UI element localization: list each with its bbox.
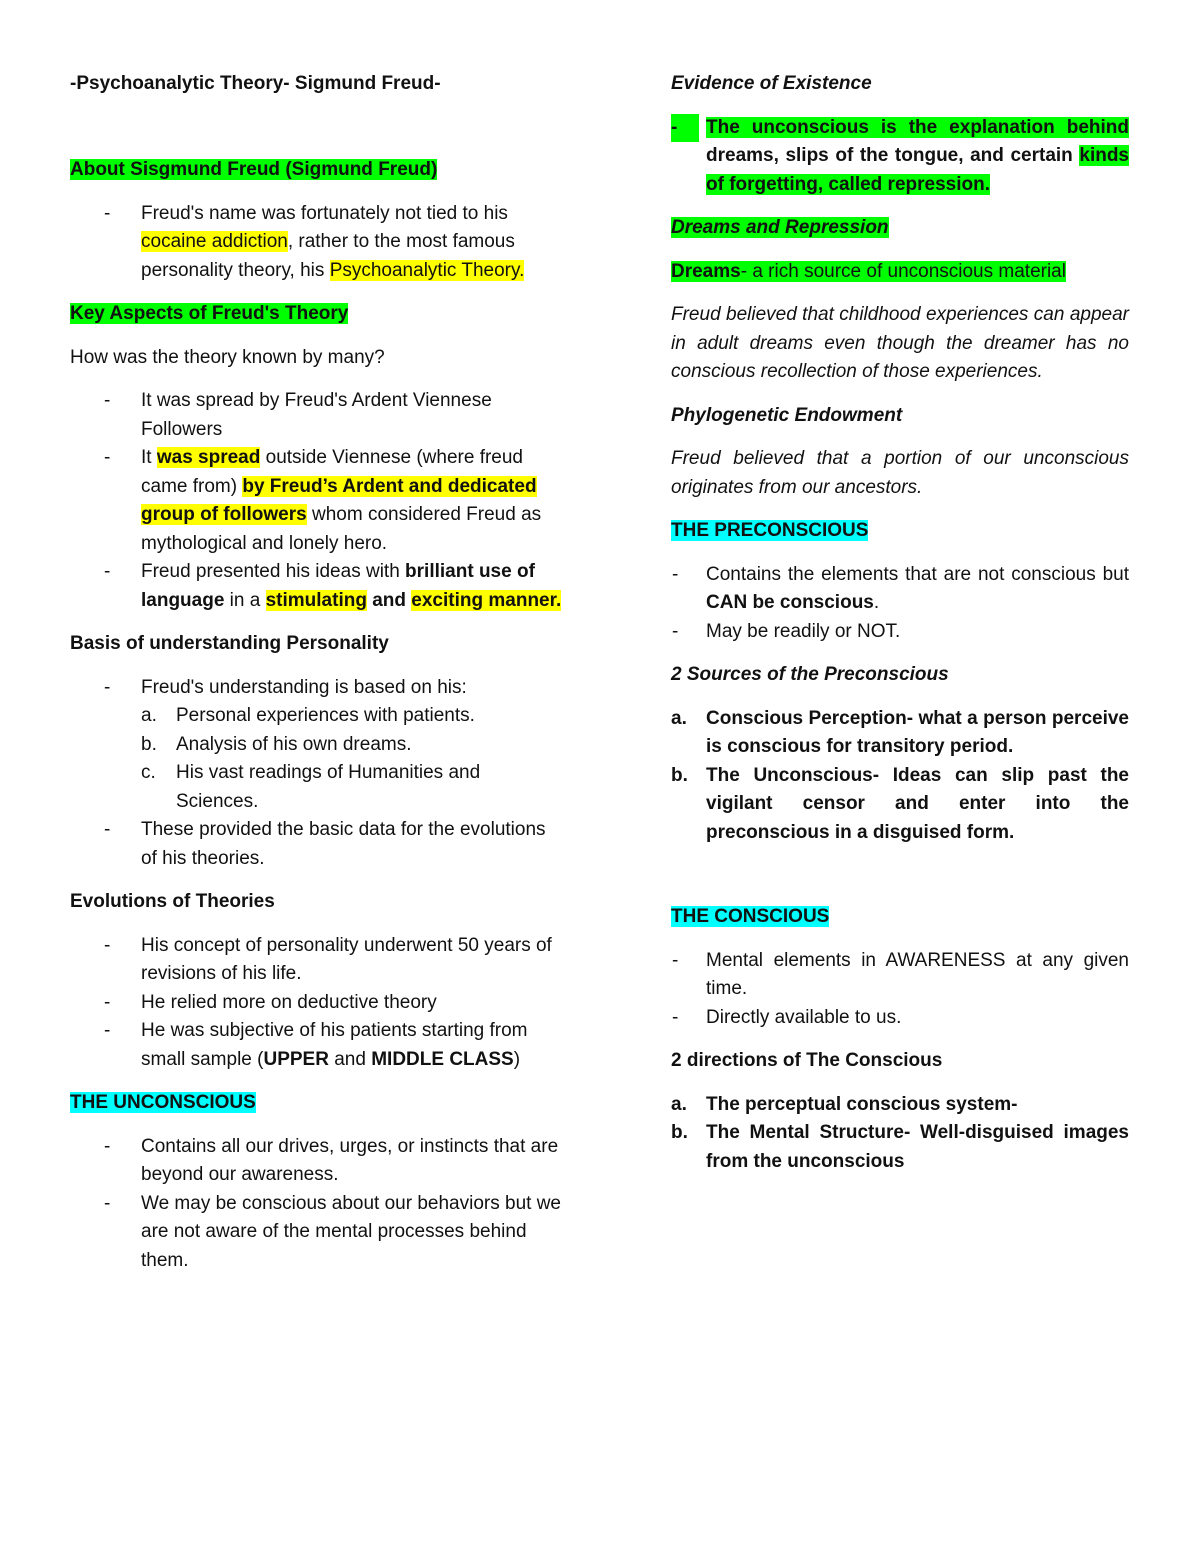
key-aspects-heading: Key Aspects of Freud's Theory	[70, 303, 349, 324]
psychoanalytic-highlight: Psychoanalytic Theory.	[329, 259, 525, 281]
phylogenetic-paragraph: Freud believed that a portion of our unconscious originates from our ancestors.	[671, 448, 1129, 498]
list-item: a. Conscious Perception- what a person perceive is conscious for transitory period.	[671, 707, 1129, 757]
exciting-highlight: exciting manner.	[411, 589, 562, 611]
list-item: - These provided the basic data for the evolutions of his theories.	[70, 816, 566, 873]
basis-sublist	[141, 702, 566, 816]
evidence-heading: Evidence of Existence	[671, 73, 872, 94]
unconscious-heading: THE UNCONSCIOUS	[70, 1092, 256, 1113]
unconscious-list	[70, 1133, 566, 1276]
preconscious-heading: THE PRECONSCIOUS	[671, 520, 869, 541]
key-question: How was the theory known by many?	[70, 346, 385, 368]
evolutions-heading: Evolutions of Theories	[70, 891, 275, 912]
conscious-list	[671, 947, 1129, 1033]
evidence-list	[671, 114, 1129, 200]
list-item: a. The perceptual conscious system-	[671, 1093, 1018, 1115]
list-item: - Contains the elements that are not conscious but CAN be conscious.	[671, 561, 1129, 618]
evidence-highlight-1: The unconscious is the explanation behind	[706, 116, 1129, 138]
conscious-heading: THE CONSCIOUS	[671, 906, 830, 927]
right-column	[671, 70, 1129, 1176]
dreams-definition: Dreams- a rich source of unconscious material	[671, 260, 1066, 282]
list-item: - His concept of personality underwent 50 years of revisions of his life.	[70, 932, 566, 989]
dreams-heading: Dreams and Repression	[671, 217, 889, 238]
sources-list	[671, 705, 1129, 848]
list-item: b. The Unconscious- Ideas can slip past the vigilant censor and enter into the preconscious in a disguised form.	[671, 764, 1129, 843]
list-item: - It was spread outside Viennese (where freud came from) by Freud’s Ardent and dedicated group of followers whom considered Freud as mythological and lonely hero.	[70, 444, 566, 558]
sources-heading: 2 Sources of the Preconscious	[671, 664, 949, 685]
directions-list	[671, 1091, 1129, 1177]
list-item: - Directly available to us.	[671, 1004, 1129, 1033]
left-column	[70, 70, 566, 1275]
about-heading: About Sisgmund Freud (Sigmund Freud)	[70, 159, 438, 180]
list-item: - Contains all our drives, urges, or instincts that are beyond our awareness.	[70, 1133, 566, 1190]
sub-item: b. Analysis of his own dreams.	[141, 733, 412, 755]
basis-heading: Basis of understanding Personality	[70, 633, 389, 654]
about-list	[70, 200, 566, 286]
followers-highlight: by Freud’s Ardent and dedicated group of followers	[141, 475, 537, 525]
evolutions-list	[70, 932, 566, 1075]
list-item: - Freud presented his ideas with brilliant use of language in a stimulating and exciting manner.	[70, 558, 566, 615]
document-title: -Psychoanalytic Theory- Sigmund Freud-	[70, 73, 441, 94]
list-item: - He was subjective of his patients starting from small sample (UPPER and MIDDLE CLASS)	[70, 1017, 566, 1074]
basis-list	[70, 674, 566, 874]
list-item: b. The Mental Structure- Well-disguised images from the unconscious	[671, 1122, 1129, 1172]
stimulating-highlight: stimulating	[265, 589, 367, 611]
dreams-paragraph: Freud believed that childhood experiences can appear in adult dreams even though the dreamer has no conscious recollection of those experiences.	[671, 304, 1129, 382]
phylogenetic-heading: Phylogenetic Endowment	[671, 404, 903, 426]
key-aspects-list	[70, 387, 566, 615]
sub-item: c. His vast readings of Humanities and Sciences.	[141, 762, 481, 812]
list-item: - Mental elements in AWARENESS at any given time.	[671, 947, 1129, 1004]
directions-heading: 2 directions of The Conscious	[671, 1050, 943, 1071]
about-item: - Freud's name was fortunately not tied to his cocaine addiction, rather to the most famous personality theory, his Psychoanalytic Theory.	[70, 200, 566, 286]
list-item: - Freud's understanding is based on his: a. Personal experiences with patients. b. Analysis of his own dreams. c. His vast readings of Humanities and Sciences.	[70, 674, 566, 817]
list-item: - It was spread by Freud's Ardent Viennese Followers	[70, 387, 566, 444]
list-item: - The unconscious is the explanation behind dreams, slips of the tongue, and certain kinds of forgetting, called repression.	[671, 114, 1129, 200]
list-item: - May be readily or NOT.	[671, 618, 1129, 647]
was-spread-highlight: was spread	[156, 447, 261, 468]
sub-item: a. Personal experiences with patients.	[141, 705, 475, 726]
cocaine-highlight: cocaine addiction	[141, 231, 288, 252]
list-item: - He relied more on deductive theory	[70, 989, 566, 1018]
evidence-highlight-2: kinds of forgetting, called repression.	[706, 145, 1129, 195]
preconscious-list	[671, 561, 1129, 647]
list-item: - We may be conscious about our behaviors but we are not aware of the mental processes behind them.	[70, 1190, 566, 1276]
